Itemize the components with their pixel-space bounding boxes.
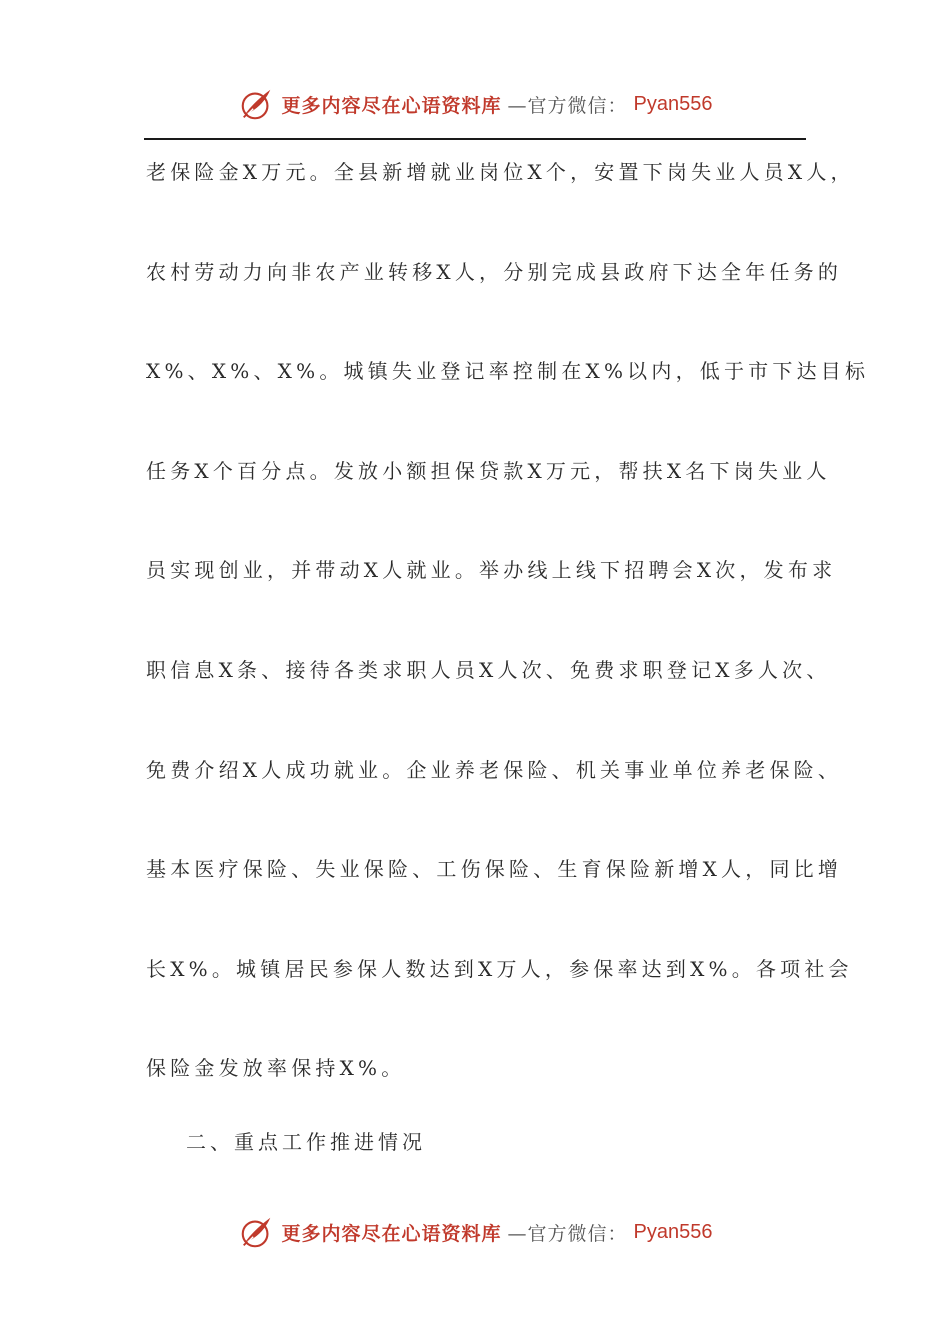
header-banner-wechat-id: Pyan556 — [633, 92, 713, 115]
section-heading: 二、重点工作推进情况 — [186, 1130, 426, 1154]
body-line: 职信息X条、接待各类求职人员X人次、免费求职登记X多人次、 — [146, 657, 831, 682]
footer-banner — [238, 1213, 713, 1251]
body-line: 员实现创业，并带动X人就业。举办线上线下招聘会X次，发布求 — [146, 558, 837, 583]
body-line: 老保险金X万元。全县新增就业岗位X个，安置下岗失业人员X人， — [146, 160, 855, 184]
header-banner-title: 更多内容尽在心语资料库 — [281, 94, 502, 117]
page-footer — [0, 1210, 950, 1254]
footer-banner-subtitle: —官方微信： — [507, 1222, 628, 1245]
footer-banner-wechat-id: Pyan556 — [633, 1220, 713, 1243]
body-line: 长X%。城镇居民参保人数达到X万人，参保率达到X%。各项社会 — [146, 956, 853, 981]
quill-pen-logo-icon — [238, 85, 276, 123]
header-divider — [144, 138, 806, 140]
header-banner — [238, 85, 713, 123]
body-line: 农村劳动力向非农产业转移X人，分别完成县政府下达全年任务的 — [146, 259, 843, 284]
quill-pen-logo-icon — [238, 1213, 276, 1251]
header-banner-subtitle: —官方微信： — [507, 94, 628, 117]
page-header — [0, 82, 950, 126]
body-line: X%、X%、X%。城镇失业登记率控制在X%以内，低于市下达目标 — [146, 359, 870, 384]
body-line: 免费介绍X人成功就业。企业养老保险、机关事业单位养老保险、 — [146, 757, 843, 782]
body-line: 任务X个百分点。发放小额担保贷款X万元，帮扶X名下岗失业人 — [146, 458, 831, 483]
body-line: 保险金发放率保持X%。 — [146, 1056, 406, 1081]
footer-banner-title: 更多内容尽在心语资料库 — [281, 1222, 502, 1245]
document-body — [146, 150, 870, 1146]
body-line: 基本医疗保险、失业保险、工伤保险、生育保险新增X人，同比增 — [146, 857, 843, 882]
